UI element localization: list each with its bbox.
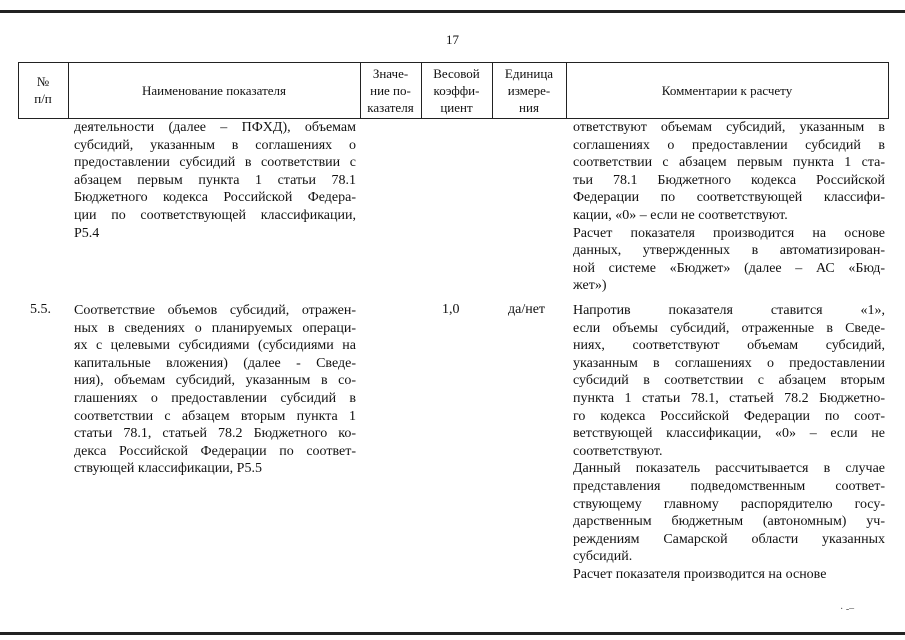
text-line: соответствии с абзацем вторым пункта 1 — [74, 408, 356, 424]
row-5-5-weight: 1,0 — [442, 302, 460, 317]
text-line: Федерации по соответствующей классифи- — [573, 190, 885, 206]
text-line: ниях, соответствуют объемам субсидий, — [573, 338, 885, 354]
bottom-border — [0, 632, 905, 635]
header-value-line: казателя — [367, 99, 414, 115]
page-number: 17 — [446, 32, 459, 47]
text-line: ной системе «Бюджет» (далее – АС «Бюд- — [573, 260, 885, 276]
text-line: ции по соответствующей классификации, — [74, 207, 356, 223]
header-weight-line: циент — [440, 99, 473, 115]
text-line: тьи 78.1 Бюджетного кодекса Российской — [573, 172, 885, 188]
text-line: жет») — [573, 278, 607, 294]
text-line: соответствуют. — [573, 443, 663, 459]
text-line: Данный показатель рассчитывается в случае — [573, 461, 885, 477]
text-line: ветствующей классификации, «0» – если не — [573, 426, 885, 442]
text-line: ствующему главному распорядителю госу- — [573, 496, 885, 512]
text-line: дарственным бюджетным (автономным) уч- — [573, 514, 885, 530]
header-name-label: Наименование показателя — [141, 82, 287, 98]
text-line: Напротив показателя ставится «1», — [573, 303, 885, 318]
header-unit — [492, 62, 566, 118]
text-line: P5.4 — [74, 225, 100, 241]
text-line: статьи 78.1, статьей 78.2 Бюджетного ко- — [74, 426, 356, 442]
col-divider — [888, 62, 889, 118]
text-line: ствующей классификации, P5.5 — [74, 461, 262, 477]
header-name — [68, 62, 360, 118]
header-num-line: п/п — [34, 91, 52, 106]
header-num-line: № — [36, 74, 50, 89]
row-5-5-num: 5.5. — [30, 302, 51, 317]
text-line: указанным в соглашениях о предоставлении — [573, 355, 885, 371]
header-comment-label: Комментарии к расчету — [661, 82, 793, 98]
text-line: предоставлении субсидий в соответствии с — [74, 155, 356, 171]
header-unit-line: измере- — [507, 82, 551, 98]
text-line: кации, «0» – если не соответствуют. — [573, 207, 788, 223]
text-line: Бюджетного кодекса Российской Федера- — [74, 190, 356, 206]
header-unit-line: ния — [519, 99, 539, 115]
text-line: представления подведомственным соответ- — [573, 478, 885, 494]
row-5-5-comment — [573, 302, 885, 584]
text-line: субсидий. — [573, 549, 633, 565]
text-line: Расчет показателя производится на основе — [573, 225, 885, 241]
text-line: данных, утвержденных в автоматизирован- — [573, 243, 885, 259]
header-value — [360, 62, 421, 118]
top-border — [0, 0, 905, 13]
row-cont-comment — [573, 119, 885, 295]
text-line: реждениям Самарской области указанных — [573, 531, 885, 547]
text-line: субсидий, указанным в соглашениях о — [74, 137, 356, 153]
text-line: Расчет показателя производится на основе — [573, 566, 827, 582]
header-num — [18, 62, 68, 118]
text-line: ния), объемам субсидий, указанным в со- — [74, 373, 356, 389]
text-line: ях с целевыми субсидиями (субсидиями на — [74, 338, 356, 354]
text-line: капитальные вложения) (далее - Сведе- — [74, 355, 356, 371]
text-line: абзацем первым пункта 1 статьи 78.1 — [74, 172, 356, 188]
text-line: соглашениях о предоставлении субсидий в — [573, 137, 885, 153]
text-line: декса Российской Федерации по соответ- — [74, 443, 356, 459]
text-line: субсидий в соответствии с абзацем вторым — [573, 373, 885, 389]
header-weight — [421, 62, 492, 118]
text-line: Соответствие объемов субсидий, отражен- — [74, 303, 356, 318]
row-cont-name — [74, 119, 356, 242]
row-5-5-unit: да/нет — [508, 302, 546, 317]
header-weight-line: коэффи- — [433, 82, 480, 98]
row-5-5-name — [74, 302, 356, 478]
text-line: соответствии с абзацем первым пункта 1 ста- — [573, 155, 885, 171]
text-line: глашениях о предоставлении субсидий в — [74, 390, 356, 406]
header-weight-line: Весовой — [433, 65, 480, 81]
text-line: пункта 1 статьи 78.1, статьей 78.2 Бюджетно- — [573, 390, 885, 406]
text-line: ответствуют объемам субсидий, указанным в — [573, 120, 885, 135]
text-line: го кодекса Российской Федерации по соот- — [573, 408, 885, 424]
header-comment — [566, 62, 888, 118]
scan-marks: · ‐ ̶ — [840, 604, 852, 615]
header-unit-line: Единица — [504, 65, 554, 81]
text-line: если объемы субсидий, отраженные в Сведе- — [573, 320, 885, 336]
header-value-line: ние по- — [370, 82, 411, 98]
text-line: ных в сведениях о планируемых операци- — [74, 320, 356, 336]
header-value-line: Значе- — [372, 65, 409, 81]
text-line: деятельности (далее – ПФХД), объемам — [74, 120, 356, 135]
